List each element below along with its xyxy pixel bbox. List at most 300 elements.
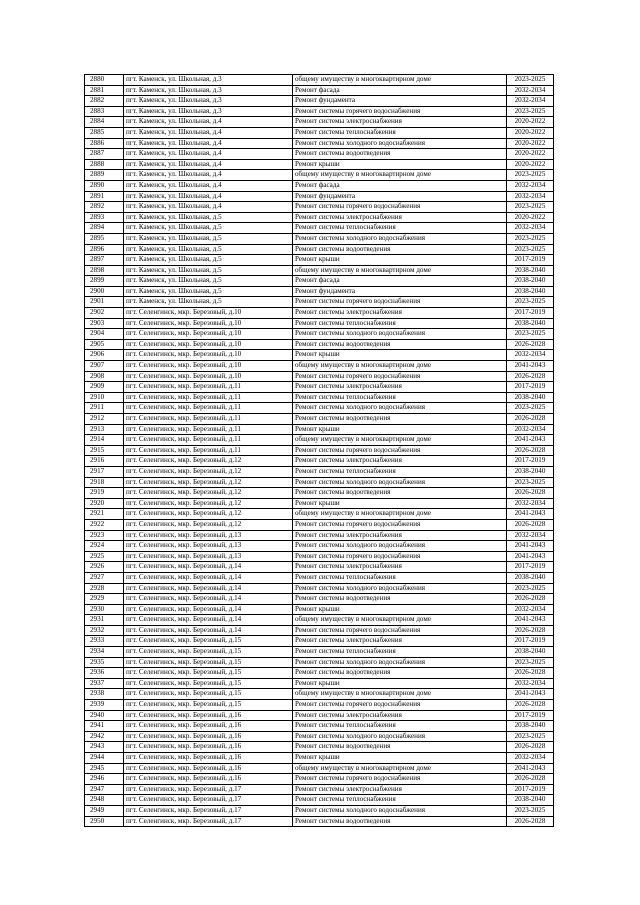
period-cell: 2020-2022 xyxy=(507,212,554,223)
work-type-cell: общему имуществу в многоквартирном доме xyxy=(293,509,507,520)
row-number-cell: 2902 xyxy=(85,308,124,319)
row-number-cell: 2944 xyxy=(85,753,124,764)
period-cell: 2026-2028 xyxy=(507,774,554,785)
address-cell: пгт. Селенгинск, мкр. Березовый, д.15 xyxy=(124,689,293,700)
row-number-cell: 2898 xyxy=(85,265,124,276)
work-type-cell: общему имуществу в многоквартирном доме xyxy=(293,361,507,372)
period-cell: 2026-2028 xyxy=(507,414,554,425)
table-row xyxy=(85,255,554,266)
table-row xyxy=(85,710,554,721)
period-cell: 2020-2022 xyxy=(507,138,554,149)
period-cell: 2023-2025 xyxy=(507,805,554,816)
row-number-cell: 2924 xyxy=(85,541,124,552)
period-cell: 2023-2025 xyxy=(507,329,554,340)
period-cell: 2032-2034 xyxy=(507,424,554,435)
row-number-cell: 2937 xyxy=(85,678,124,689)
row-number-cell: 2912 xyxy=(85,414,124,425)
table-row xyxy=(85,233,554,244)
period-cell: 2032-2034 xyxy=(507,498,554,509)
address-cell: пгт. Каменск, ул. Школьная, д.5 xyxy=(124,223,293,234)
table-row xyxy=(85,138,554,149)
row-number-cell: 2916 xyxy=(85,456,124,467)
row-number-cell: 2907 xyxy=(85,361,124,372)
address-cell: пгт. Селенгинск, мкр. Березовый, д.11 xyxy=(124,392,293,403)
work-type-cell: Ремонт фасада xyxy=(293,180,507,191)
row-number-cell: 2930 xyxy=(85,604,124,615)
work-type-cell: Ремонт системы водоотведения xyxy=(293,742,507,753)
address-cell: пгт. Селенгинск, мкр. Березовый, д.16 xyxy=(124,763,293,774)
address-cell: пгт. Селенгинск, мкр. Березовый, д.16 xyxy=(124,742,293,753)
table-row xyxy=(85,265,554,276)
work-type-cell: Ремонт системы электроснабжения xyxy=(293,710,507,721)
work-type-cell: Ремонт системы водоотведения xyxy=(293,414,507,425)
period-cell: 2026-2028 xyxy=(507,488,554,499)
address-cell: пгт. Селенгинск, мкр. Березовый, д.16 xyxy=(124,731,293,742)
work-type-cell: Ремонт системы теплоснабжения xyxy=(293,795,507,806)
address-cell: пгт. Селенгинск, мкр. Березовый, д.15 xyxy=(124,678,293,689)
work-type-cell: Ремонт системы горячего водоснабжения xyxy=(293,774,507,785)
period-cell: 2038-2040 xyxy=(507,286,554,297)
period-cell: 2041-2043 xyxy=(507,435,554,446)
row-number-cell: 2886 xyxy=(85,138,124,149)
address-cell: пгт. Селенгинск, мкр. Березовый, д.14 xyxy=(124,594,293,605)
row-number-cell: 2935 xyxy=(85,657,124,668)
period-cell: 2023-2025 xyxy=(507,75,554,86)
work-type-cell: Ремонт системы электроснабжения xyxy=(293,636,507,647)
period-cell: 2038-2040 xyxy=(507,466,554,477)
period-cell: 2032-2034 xyxy=(507,96,554,107)
period-cell: 2026-2028 xyxy=(507,668,554,679)
table-row xyxy=(85,668,554,679)
period-cell: 2017-2019 xyxy=(507,382,554,393)
period-cell: 2032-2034 xyxy=(507,85,554,96)
work-type-cell: Ремонт фундамента xyxy=(293,96,507,107)
row-number-cell: 2940 xyxy=(85,710,124,721)
row-number-cell: 2893 xyxy=(85,212,124,223)
work-type-cell: Ремонт фундамента xyxy=(293,191,507,202)
address-cell: пгт. Каменск, ул. Школьная, д.3 xyxy=(124,85,293,96)
address-cell: пгт. Селенгинск, мкр. Березовый, д.13 xyxy=(124,551,293,562)
table-row xyxy=(85,75,554,86)
address-cell: пгт. Каменск, ул. Школьная, д.5 xyxy=(124,212,293,223)
address-cell: пгт. Селенгинск, мкр. Березовый, д.13 xyxy=(124,530,293,541)
work-type-cell: Ремонт системы холодного водоснабжения xyxy=(293,477,507,488)
table-row xyxy=(85,488,554,499)
address-cell: пгт. Селенгинск, мкр. Березовый, д.12 xyxy=(124,466,293,477)
period-cell: 2026-2028 xyxy=(507,445,554,456)
work-type-cell: Ремонт крыши xyxy=(293,604,507,615)
address-cell: пгт. Селенгинск, мкр. Березовый, д.12 xyxy=(124,498,293,509)
row-number-cell: 2894 xyxy=(85,223,124,234)
table-row xyxy=(85,308,554,319)
period-cell: 2041-2043 xyxy=(507,509,554,520)
row-number-cell: 2949 xyxy=(85,805,124,816)
address-cell: пгт. Селенгинск, мкр. Березовый, д.15 xyxy=(124,657,293,668)
address-cell: пгт. Селенгинск, мкр. Березовый, д.15 xyxy=(124,647,293,658)
table-row xyxy=(85,170,554,181)
address-cell: пгт. Селенгинск, мкр. Березовый, д.17 xyxy=(124,795,293,806)
period-cell: 2026-2028 xyxy=(507,625,554,636)
table-row xyxy=(85,604,554,615)
table-row xyxy=(85,784,554,795)
row-number-cell: 2938 xyxy=(85,689,124,700)
row-number-cell: 2925 xyxy=(85,551,124,562)
row-number-cell: 2908 xyxy=(85,371,124,382)
row-number-cell: 2882 xyxy=(85,96,124,107)
address-cell: пгт. Каменск, ул. Школьная, д.4 xyxy=(124,127,293,138)
table-row xyxy=(85,742,554,753)
work-type-cell: Ремонт системы теплоснабжения xyxy=(293,572,507,583)
period-cell: 2041-2043 xyxy=(507,551,554,562)
address-cell: пгт. Каменск, ул. Школьная, д.5 xyxy=(124,255,293,266)
address-cell: пгт. Селенгинск, мкр. Березовый, д.11 xyxy=(124,435,293,446)
period-cell: 2017-2019 xyxy=(507,710,554,721)
table-row xyxy=(85,445,554,456)
work-type-cell: Ремонт системы холодного водоснабжения xyxy=(293,583,507,594)
address-cell: пгт. Каменск, ул. Школьная, д.4 xyxy=(124,149,293,160)
row-number-cell: 2946 xyxy=(85,774,124,785)
work-type-cell: Ремонт системы горячего водоснабжения xyxy=(293,202,507,213)
period-cell: 2041-2043 xyxy=(507,615,554,626)
row-number-cell: 2933 xyxy=(85,636,124,647)
period-cell: 2038-2040 xyxy=(507,318,554,329)
work-type-cell: Ремонт системы водоотведения xyxy=(293,339,507,350)
table-row xyxy=(85,361,554,372)
repair-schedule-table xyxy=(84,74,554,827)
row-number-cell: 2943 xyxy=(85,742,124,753)
work-type-cell: общему имуществу в многоквартирном доме xyxy=(293,763,507,774)
work-type-cell: Ремонт системы горячего водоснабжения xyxy=(293,519,507,530)
period-cell: 2038-2040 xyxy=(507,572,554,583)
row-number-cell: 2895 xyxy=(85,233,124,244)
row-number-cell: 2891 xyxy=(85,191,124,202)
table-row xyxy=(85,329,554,340)
address-cell: пгт. Селенгинск, мкр. Березовый, д.17 xyxy=(124,784,293,795)
address-cell: пгт. Каменск, ул. Школьная, д.4 xyxy=(124,202,293,213)
table-row xyxy=(85,498,554,509)
period-cell: 2026-2028 xyxy=(507,371,554,382)
work-type-cell: Ремонт системы холодного водоснабжения xyxy=(293,657,507,668)
work-type-cell: общему имуществу в многоквартирном доме xyxy=(293,615,507,626)
row-number-cell: 2917 xyxy=(85,466,124,477)
address-cell: пгт. Селенгинск, мкр. Березовый, д.12 xyxy=(124,456,293,467)
table-row xyxy=(85,774,554,785)
period-cell: 2023-2025 xyxy=(507,106,554,117)
table-row xyxy=(85,816,554,827)
work-type-cell: общему имуществу в многоквартирном доме xyxy=(293,75,507,86)
row-number-cell: 2883 xyxy=(85,106,124,117)
address-cell: пгт. Селенгинск, мкр. Березовый, д.14 xyxy=(124,583,293,594)
table-row xyxy=(85,106,554,117)
table-row xyxy=(85,657,554,668)
table-row xyxy=(85,276,554,287)
row-number-cell: 2892 xyxy=(85,202,124,213)
period-cell: 2020-2022 xyxy=(507,127,554,138)
table-row xyxy=(85,403,554,414)
table-row xyxy=(85,223,554,234)
row-number-cell: 2932 xyxy=(85,625,124,636)
work-type-cell: Ремонт системы электроснабжения xyxy=(293,784,507,795)
table-row xyxy=(85,583,554,594)
address-cell: пгт. Селенгинск, мкр. Березовый, д.17 xyxy=(124,816,293,827)
address-cell: пгт. Селенгинск, мкр. Березовый, д.16 xyxy=(124,710,293,721)
period-cell: 2017-2019 xyxy=(507,456,554,467)
address-cell: пгт. Каменск, ул. Школьная, д.3 xyxy=(124,106,293,117)
table-row xyxy=(85,392,554,403)
row-number-cell: 2947 xyxy=(85,784,124,795)
period-cell: 2032-2034 xyxy=(507,753,554,764)
table-row xyxy=(85,647,554,658)
work-type-cell: Ремонт системы теплоснабжения xyxy=(293,392,507,403)
work-type-cell: Ремонт системы электроснабжения xyxy=(293,456,507,467)
address-cell: пгт. Селенгинск, мкр. Березовый, д.16 xyxy=(124,774,293,785)
address-cell: пгт. Каменск, ул. Школьная, д.4 xyxy=(124,180,293,191)
table-row xyxy=(85,159,554,170)
address-cell: пгт. Селенгинск, мкр. Березовый, д.10 xyxy=(124,318,293,329)
address-cell: пгт. Каменск, ул. Школьная, д.3 xyxy=(124,96,293,107)
row-number-cell: 2923 xyxy=(85,530,124,541)
work-type-cell: Ремонт системы горячего водоснабжения xyxy=(293,625,507,636)
row-number-cell: 2897 xyxy=(85,255,124,266)
work-type-cell: Ремонт системы холодного водоснабжения xyxy=(293,403,507,414)
table-row xyxy=(85,562,554,573)
work-type-cell: Ремонт фундамента xyxy=(293,286,507,297)
row-number-cell: 2901 xyxy=(85,297,124,308)
table-row xyxy=(85,689,554,700)
work-type-cell: Ремонт системы горячего водоснабжения xyxy=(293,371,507,382)
work-type-cell: Ремонт системы электроснабжения xyxy=(293,530,507,541)
table-row xyxy=(85,795,554,806)
address-cell: пгт. Селенгинск, мкр. Березовый, д.14 xyxy=(124,572,293,583)
work-type-cell: Ремонт системы теплоснабжения xyxy=(293,223,507,234)
row-number-cell: 2915 xyxy=(85,445,124,456)
address-cell: пгт. Селенгинск, мкр. Березовый, д.16 xyxy=(124,721,293,732)
period-cell: 2023-2025 xyxy=(507,403,554,414)
address-cell: пгт. Селенгинск, мкр. Березовый, д.14 xyxy=(124,604,293,615)
table-row xyxy=(85,551,554,562)
period-cell: 2020-2022 xyxy=(507,149,554,160)
table-row xyxy=(85,96,554,107)
address-cell: пгт. Каменск, ул. Школьная, д.3 xyxy=(124,75,293,86)
period-cell: 2023-2025 xyxy=(507,244,554,255)
work-type-cell: Ремонт системы горячего водоснабжения xyxy=(293,297,507,308)
work-type-cell: Ремонт крыши xyxy=(293,255,507,266)
period-cell: 2038-2040 xyxy=(507,392,554,403)
address-cell: пгт. Каменск, ул. Школьная, д.4 xyxy=(124,191,293,202)
row-number-cell: 2928 xyxy=(85,583,124,594)
period-cell: 2017-2019 xyxy=(507,308,554,319)
work-type-cell: Ремонт системы горячего водоснабжения xyxy=(293,700,507,711)
work-type-cell: Ремонт системы водоотведения xyxy=(293,244,507,255)
row-number-cell: 2914 xyxy=(85,435,124,446)
row-number-cell: 2889 xyxy=(85,170,124,181)
row-number-cell: 2927 xyxy=(85,572,124,583)
table-row xyxy=(85,244,554,255)
table-row xyxy=(85,212,554,223)
row-number-cell: 2941 xyxy=(85,721,124,732)
address-cell: пгт. Селенгинск, мкр. Березовый, д.14 xyxy=(124,615,293,626)
row-number-cell: 2899 xyxy=(85,276,124,287)
row-number-cell: 2909 xyxy=(85,382,124,393)
table-row xyxy=(85,297,554,308)
period-cell: 2038-2040 xyxy=(507,647,554,658)
address-cell: пгт. Селенгинск, мкр. Березовый, д.10 xyxy=(124,350,293,361)
work-type-cell: Ремонт системы горячего водоснабжения xyxy=(293,551,507,562)
table-row xyxy=(85,477,554,488)
period-cell: 2023-2025 xyxy=(507,170,554,181)
table-row xyxy=(85,286,554,297)
address-cell: пгт. Каменск, ул. Школьная, д.5 xyxy=(124,244,293,255)
work-type-cell: Ремонт фасада xyxy=(293,276,507,287)
period-cell: 2017-2019 xyxy=(507,255,554,266)
row-number-cell: 2936 xyxy=(85,668,124,679)
table-row xyxy=(85,339,554,350)
address-cell: пгт. Селенгинск, мкр. Березовый, д.12 xyxy=(124,509,293,520)
period-cell: 2023-2025 xyxy=(507,583,554,594)
row-number-cell: 2881 xyxy=(85,85,124,96)
row-number-cell: 2918 xyxy=(85,477,124,488)
address-cell: пгт. Селенгинск, мкр. Березовый, д.15 xyxy=(124,668,293,679)
row-number-cell: 2921 xyxy=(85,509,124,520)
table-body xyxy=(85,75,554,827)
work-type-cell: общему имуществу в многоквартирном доме xyxy=(293,689,507,700)
row-number-cell: 2880 xyxy=(85,75,124,86)
row-number-cell: 2911 xyxy=(85,403,124,414)
period-cell: 2038-2040 xyxy=(507,276,554,287)
table-row xyxy=(85,456,554,467)
row-number-cell: 2888 xyxy=(85,159,124,170)
period-cell: 2026-2028 xyxy=(507,700,554,711)
address-cell: пгт. Селенгинск, мкр. Березовый, д.15 xyxy=(124,700,293,711)
period-cell: 2017-2019 xyxy=(507,784,554,795)
work-type-cell: Ремонт системы теплоснабжения xyxy=(293,721,507,732)
table-row xyxy=(85,509,554,520)
address-cell: пгт. Селенгинск, мкр. Березовый, д.11 xyxy=(124,445,293,456)
period-cell: 2023-2025 xyxy=(507,731,554,742)
table-row xyxy=(85,85,554,96)
work-type-cell: общему имуществу в многоквартирном доме xyxy=(293,170,507,181)
row-number-cell: 2910 xyxy=(85,392,124,403)
row-number-cell: 2929 xyxy=(85,594,124,605)
address-cell: пгт. Каменск, ул. Школьная, д.5 xyxy=(124,233,293,244)
table-row xyxy=(85,117,554,128)
address-cell: пгт. Селенгинск, мкр. Березовый, д.10 xyxy=(124,339,293,350)
row-number-cell: 2939 xyxy=(85,700,124,711)
row-number-cell: 2887 xyxy=(85,149,124,160)
table-row xyxy=(85,202,554,213)
work-type-cell: Ремонт системы холодного водоснабжения xyxy=(293,541,507,552)
address-cell: пгт. Селенгинск, мкр. Березовый, д.10 xyxy=(124,308,293,319)
address-cell: пгт. Селенгинск, мкр. Березовый, д.11 xyxy=(124,403,293,414)
work-type-cell: Ремонт крыши xyxy=(293,424,507,435)
work-type-cell: Ремонт системы водоотведения xyxy=(293,594,507,605)
period-cell: 2038-2040 xyxy=(507,265,554,276)
period-cell: 2041-2043 xyxy=(507,689,554,700)
period-cell: 2032-2034 xyxy=(507,530,554,541)
period-cell: 2032-2034 xyxy=(507,191,554,202)
work-type-cell: Ремонт системы холодного водоснабжения xyxy=(293,805,507,816)
work-type-cell: Ремонт системы теплоснабжения xyxy=(293,318,507,329)
table-row xyxy=(85,721,554,732)
row-number-cell: 2948 xyxy=(85,795,124,806)
table-row xyxy=(85,572,554,583)
row-number-cell: 2919 xyxy=(85,488,124,499)
address-cell: пгт. Каменск, ул. Школьная, д.5 xyxy=(124,276,293,287)
address-cell: пгт. Каменск, ул. Школьная, д.5 xyxy=(124,286,293,297)
table-row xyxy=(85,700,554,711)
address-cell: пгт. Селенгинск, мкр. Березовый, д.14 xyxy=(124,562,293,573)
work-type-cell: Ремонт системы холодного водоснабжения xyxy=(293,731,507,742)
table-row xyxy=(85,435,554,446)
table-row xyxy=(85,149,554,160)
row-number-cell: 2931 xyxy=(85,615,124,626)
row-number-cell: 2904 xyxy=(85,329,124,340)
period-cell: 2026-2028 xyxy=(507,594,554,605)
address-cell: пгт. Селенгинск, мкр. Березовый, д.12 xyxy=(124,488,293,499)
work-type-cell: Ремонт системы теплоснабжения xyxy=(293,466,507,477)
address-cell: пгт. Каменск, ул. Школьная, д.4 xyxy=(124,117,293,128)
address-cell: пгт. Селенгинск, мкр. Березовый, д.11 xyxy=(124,414,293,425)
row-number-cell: 2905 xyxy=(85,339,124,350)
address-cell: пгт. Селенгинск, мкр. Березовый, д.14 xyxy=(124,625,293,636)
work-type-cell: Ремонт системы водоотведения xyxy=(293,488,507,499)
work-type-cell: Ремонт системы водоотведения xyxy=(293,816,507,827)
table-row xyxy=(85,805,554,816)
period-cell: 2026-2028 xyxy=(507,519,554,530)
work-type-cell: Ремонт системы теплоснабжения xyxy=(293,127,507,138)
table-row xyxy=(85,191,554,202)
address-cell: пгт. Каменск, ул. Школьная, д.5 xyxy=(124,297,293,308)
row-number-cell: 2885 xyxy=(85,127,124,138)
row-number-cell: 2942 xyxy=(85,731,124,742)
work-type-cell: Ремонт системы электроснабжения xyxy=(293,382,507,393)
work-type-cell: Ремонт системы электроснабжения xyxy=(293,117,507,128)
work-type-cell: Ремонт крыши xyxy=(293,498,507,509)
period-cell: 2023-2025 xyxy=(507,297,554,308)
period-cell: 2041-2043 xyxy=(507,763,554,774)
work-type-cell: Ремонт системы водоотведения xyxy=(293,668,507,679)
row-number-cell: 2913 xyxy=(85,424,124,435)
table-row xyxy=(85,414,554,425)
period-cell: 2041-2043 xyxy=(507,541,554,552)
address-cell: пгт. Селенгинск, мкр. Березовый, д.10 xyxy=(124,361,293,372)
address-cell: пгт. Селенгинск, мкр. Березовый, д.12 xyxy=(124,519,293,530)
row-number-cell: 2906 xyxy=(85,350,124,361)
period-cell: 2023-2025 xyxy=(507,233,554,244)
table-row xyxy=(85,466,554,477)
work-type-cell: Ремонт системы горячего водоснабжения xyxy=(293,106,507,117)
period-cell: 2038-2040 xyxy=(507,721,554,732)
address-cell: пгт. Селенгинск, мкр. Березовый, д.16 xyxy=(124,753,293,764)
period-cell: 2026-2028 xyxy=(507,339,554,350)
work-type-cell: Ремонт крыши xyxy=(293,159,507,170)
row-number-cell: 2884 xyxy=(85,117,124,128)
period-cell: 2038-2040 xyxy=(507,795,554,806)
table-row xyxy=(85,530,554,541)
work-type-cell: Ремонт системы электроснабжения xyxy=(293,308,507,319)
address-cell: пгт. Селенгинск, мкр. Березовый, д.10 xyxy=(124,371,293,382)
work-type-cell: Ремонт системы водоотведения xyxy=(293,149,507,160)
work-type-cell: общему имуществу в многоквартирном доме xyxy=(293,435,507,446)
address-cell: пгт. Селенгинск, мкр. Березовый, д.11 xyxy=(124,382,293,393)
table-row xyxy=(85,541,554,552)
address-cell: пгт. Селенгинск, мкр. Березовый, д.15 xyxy=(124,636,293,647)
table-row xyxy=(85,371,554,382)
work-type-cell: Ремонт системы холодного водоснабжения xyxy=(293,233,507,244)
table-row xyxy=(85,318,554,329)
period-cell: 2041-2043 xyxy=(507,361,554,372)
work-type-cell: общему имуществу в многоквартирном доме xyxy=(293,265,507,276)
